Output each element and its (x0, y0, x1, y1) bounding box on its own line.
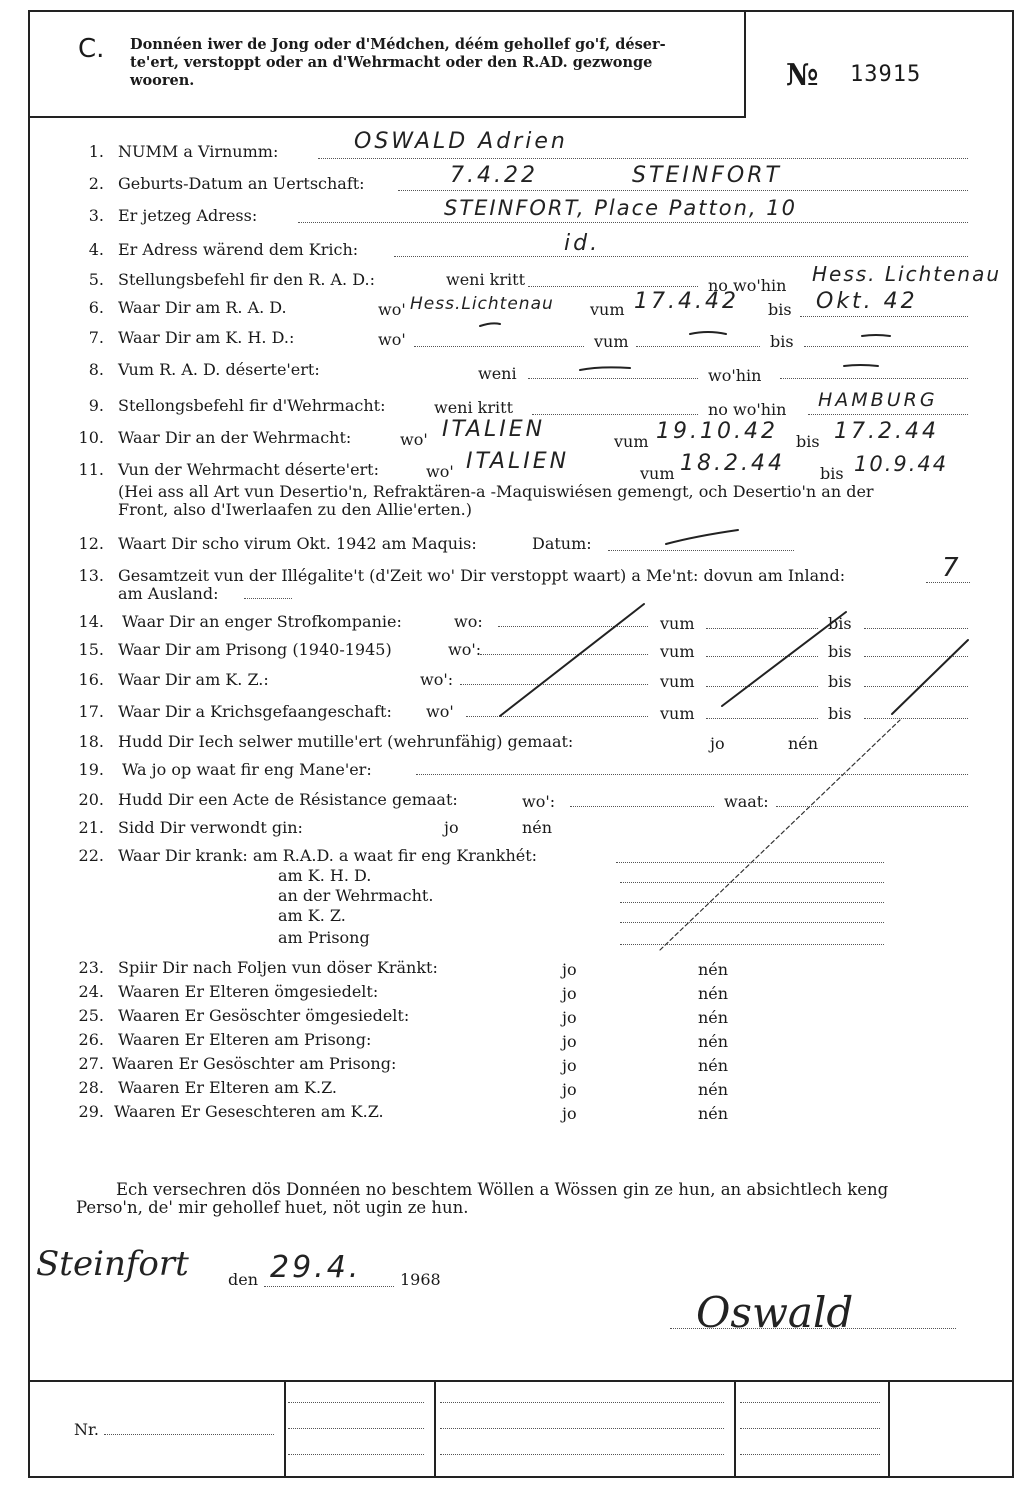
item-number: 13. (78, 566, 104, 585)
name-label: NUMM a Virnumm: (118, 142, 279, 161)
item-number: 4. (88, 240, 104, 259)
pow-wo-field[interactable] (466, 716, 648, 717)
date-field[interactable] (264, 1286, 394, 1287)
intro-line: wooren. (130, 72, 195, 89)
footer-cell-line (440, 1402, 724, 1403)
illness-consequences-jo[interactable]: jo (562, 960, 577, 979)
siblings-prison-label: Waaren Er Gesöschter am Prisong: (112, 1054, 397, 1073)
form-number: 13915 (850, 62, 922, 87)
wehrmacht-desertion-vum-value: 18.2.44 (680, 451, 785, 476)
rad-desertion-where-label: wo'hin (708, 366, 762, 385)
rad-service-label: Waar Dir am R. A. D. (118, 298, 287, 317)
illegality-abroad-label: am Ausland: (118, 584, 219, 603)
intro-line: Donnéen iwer de Jong oder d'Médchen, déém gehollef go'f, déser- (130, 36, 666, 53)
illegality-abroad-field[interactable] (244, 598, 292, 599)
mutilation-manner-label: Wa jo op waat fir eng Mane'er: (122, 760, 372, 779)
wehrmacht-order-label: Stellongsbefehl fir d'Wehrmacht: (118, 396, 386, 415)
siblings-resettled-nen[interactable]: nén (698, 1008, 729, 1027)
rad-service-vum-label: vum (590, 300, 625, 319)
birth-field[interactable] (398, 190, 968, 191)
rad-service-bis-field[interactable] (800, 316, 968, 317)
item-number: 11. (78, 460, 104, 479)
illness-sub-field[interactable] (620, 882, 884, 883)
item-number: 18. (78, 732, 104, 751)
declaration-text: Ech versechren dös Donnéen no beschtem Wöllen a Wössen gin ze hun, an absichtlech keng (116, 1180, 889, 1199)
rad-service-bis-value: Okt. 42 (816, 289, 918, 314)
penal-company-bis-field[interactable] (864, 628, 968, 629)
illness-sub-label: am Prisong (278, 928, 370, 947)
nr-label: Nr. (74, 1420, 99, 1439)
wehrmacht-service-vum-label: vum (614, 432, 649, 451)
birth-label: Geburts-Datum an Uertschaft: (118, 174, 365, 193)
illness-consequences-label: Spiir Dir nach Foljen vun döser Kränkt: (118, 958, 438, 977)
wehrmacht-service-wo-value: ITALIEN (442, 417, 546, 442)
address-label: Er jetzeg Adress: (118, 206, 258, 225)
place-handwritten: Steinfort (36, 1244, 189, 1284)
declaration-text: Perso'n, de' mir gehollef huet, nöt ugin ze hun. (76, 1198, 469, 1217)
parents-resettled-nen[interactable]: nén (698, 984, 729, 1003)
maquis-date-field[interactable] (608, 550, 794, 551)
intro-line: te'ert, verstoppt oder an d'Wehrmacht oder den R.AD. gezwonge (130, 54, 653, 71)
parents-resettled-label: Waaren Er Elteren ömgesiedelt: (118, 982, 379, 1001)
kz-wo-field[interactable] (460, 684, 648, 685)
illness-sub-label: am K. Z. (278, 906, 346, 925)
rad-service-bis-label: bis (768, 300, 792, 319)
siblings-resettled-label: Waaren Er Gesöschter ömgesiedelt: (118, 1006, 410, 1025)
item-number: 8. (88, 360, 104, 379)
khd-vum-label: vum (594, 332, 629, 351)
item-number: 26. (78, 1030, 104, 1049)
prison-bis-label: bis (828, 642, 852, 661)
pow-label: Waar Dir a Krichsgefaangeschaft: (118, 702, 392, 721)
penal-company-vum-field[interactable] (706, 628, 818, 629)
resistance-waat-label: waat: (724, 792, 769, 811)
khd-bis-field[interactable] (804, 346, 968, 347)
item-number: 16. (78, 670, 104, 689)
pow-wo-label: wo' (426, 702, 454, 721)
signature: Oswald (696, 1288, 854, 1337)
khd-vum-field[interactable] (636, 346, 760, 347)
illegality-label: Gesamtzeit vun der Illégalite't (d'Zeit wo' Dir verstoppt waart) a Me'nt: dovun am Inland: (118, 566, 846, 585)
penal-company-wo-label: wo: (454, 612, 483, 631)
rad-desertion-label: Vum R. A. D. déserte'ert: (118, 360, 320, 379)
wehrmacht-order-where-field[interactable] (808, 414, 968, 415)
item-number: 27. (78, 1054, 104, 1073)
illness-field[interactable] (616, 862, 884, 863)
prison-wo-label: wo': (448, 640, 482, 659)
item-number: 28. (78, 1078, 104, 1097)
wehrmacht-order-when-label: weni kritt (434, 398, 513, 417)
penal-company-vum-label: vum (660, 614, 695, 633)
wehrmacht-desertion-bis-value: 10.9.44 (854, 452, 949, 476)
illness-label: Waar Dir krank: am R.A.D. a waat fir eng Krankhét: (118, 846, 538, 865)
address-field[interactable] (298, 222, 968, 223)
khd-label: Waar Dir am K. H. D.: (118, 328, 295, 347)
wehrmacht-service-label: Waar Dir an der Wehrmacht: (118, 428, 352, 447)
footer-cell-line (740, 1454, 880, 1455)
wehrmacht-order-where-value: HAMBURG (818, 389, 938, 411)
nr-field[interactable] (104, 1434, 274, 1435)
prison-label: Waar Dir am Prisong (1940-1945) (118, 640, 392, 659)
date-handwritten: 29.4. (270, 1250, 362, 1285)
kz-bis-field[interactable] (864, 686, 968, 687)
parents-kz-nen[interactable]: nén (698, 1080, 729, 1099)
footer-cell-line (740, 1402, 880, 1403)
address-value: STEINFORT, Place Patton, 10 (444, 196, 797, 220)
rad-order-label: Stellungsbefehl fir den R. A. D.: (118, 270, 375, 289)
item-number: 21. (78, 818, 104, 837)
birth-date-value: 7.4.22 (450, 163, 538, 188)
footer-cell-line (288, 1428, 424, 1429)
siblings-kz-label: Waaren Er Geseschteren am K.Z. (114, 1102, 384, 1121)
illegality-inland-value: 7 (942, 553, 962, 583)
rad-service-wo-value: Hess.Lichtenau (410, 294, 554, 314)
parents-kz-label: Waaren Er Elteren am K.Z. (118, 1078, 338, 1097)
wehrmacht-service-vum-value: 19.10.42 (656, 419, 778, 444)
item-number: 9. (88, 396, 104, 415)
maquis-label: Waart Dir scho virum Okt. 1942 am Maquis: (118, 534, 477, 553)
footer-cell-line (440, 1454, 724, 1455)
maquis-date-label: Datum: (532, 534, 592, 553)
wounded-label: Sidd Dir verwondt gin: (118, 818, 303, 837)
item-number: 20. (78, 790, 104, 809)
wehrmacht-service-wo-label: wo' (400, 430, 428, 449)
item-number: 19. (78, 760, 104, 779)
pow-bis-label: bis (828, 704, 852, 723)
wehrmacht-desertion-wo-value: ITALIEN (466, 449, 570, 474)
war-address-label: Er Adress wärend dem Krich: (118, 240, 359, 259)
penal-company-bis-label: bis (828, 614, 852, 633)
resistance-wo-label: wo': (522, 792, 556, 811)
kz-vum-field[interactable] (706, 686, 818, 687)
rad-service-vum-value: 17.4.42 (634, 289, 739, 314)
footer-column-line (284, 1382, 286, 1478)
prison-wo-field[interactable] (480, 654, 648, 655)
resistance-label: Hudd Dir een Acte de Résistance gemaat: (118, 790, 458, 809)
illness-sub-field[interactable] (620, 944, 884, 945)
wehrmacht-order-when-field[interactable] (532, 414, 698, 415)
khd-wo-field[interactable] (414, 346, 584, 347)
item-number: 15. (78, 640, 104, 659)
footer-column-line (434, 1382, 436, 1478)
item-number: 5. (88, 270, 104, 289)
desertion-note: Front, also d'Iwerlaafen zu den Allie'erten.) (118, 500, 472, 519)
item-number: 12. (78, 534, 104, 553)
rad-order-when-label: weni kritt (446, 270, 525, 289)
section-letter: C. (78, 34, 105, 64)
war-address-field[interactable] (394, 256, 968, 257)
illness-sub-field[interactable] (620, 902, 884, 903)
year-label: 1968 (400, 1270, 441, 1289)
prison-vum-label: vum (660, 642, 695, 661)
parents-resettled-jo[interactable]: jo (562, 984, 577, 1003)
footer-cell-line (288, 1402, 424, 1403)
self-mutilation-label: Hudd Dir Iech selwer mutille'ert (wehrunfähig) gemaat: (118, 732, 574, 751)
mutilation-manner-field[interactable] (416, 774, 968, 775)
resistance-wo-field[interactable] (570, 806, 714, 807)
birth-place-value: STEINFORT (632, 163, 782, 188)
item-number: 23. (78, 958, 104, 977)
item-number: 10. (78, 428, 104, 447)
item-number: 24. (78, 982, 104, 1001)
rad-desertion-when-field[interactable] (528, 378, 698, 379)
header-rule (30, 116, 744, 118)
item-number: 6. (88, 298, 104, 317)
wehrmacht-desertion-bis-label: bis (820, 464, 844, 483)
siblings-resettled-jo[interactable]: jo (562, 1008, 577, 1027)
illness-consequences-nen[interactable]: nén (698, 960, 729, 979)
item-number: 3. (88, 206, 104, 225)
name-field[interactable] (318, 158, 968, 159)
wounded-jo[interactable]: jo (444, 818, 459, 837)
number-sign: № (786, 58, 819, 93)
item-number: 14. (78, 612, 104, 631)
khd-bis-label: bis (770, 332, 794, 351)
self-mutilation-jo[interactable]: jo (710, 734, 725, 753)
wehrmacht-order-where-label: no wo'hin (708, 400, 787, 419)
rad-service-wo-label: wo' (378, 300, 406, 319)
kz-label: Waar Dir am K. Z.: (118, 670, 269, 689)
kz-vum-label: vum (660, 672, 695, 691)
siblings-prison-jo[interactable]: jo (562, 1056, 577, 1075)
footer-cell-line (440, 1428, 724, 1429)
parents-prison-nen[interactable]: nén (698, 1032, 729, 1051)
item-number: 7. (88, 328, 104, 347)
parents-prison-label: Waaren Er Elteren am Prisong: (118, 1030, 372, 1049)
penal-company-label: Waar Dir an enger Strofkompanie: (122, 612, 402, 631)
siblings-kz-nen[interactable]: nén (698, 1104, 729, 1123)
footer-column-line (888, 1382, 890, 1478)
parents-kz-jo[interactable]: jo (562, 1080, 577, 1099)
illness-sub-field[interactable] (620, 922, 884, 923)
footer-cell-line (288, 1454, 424, 1455)
penal-company-wo-field[interactable] (498, 626, 648, 627)
desertion-note: (Hei ass all Art vun Desertio'n, Refraktären-a -Maquiswiésen gemengt, och Desertio'n an der (118, 482, 874, 501)
illness-sub-label: an der Wehrmacht. (278, 886, 434, 905)
wehrmacht-service-bis-label: bis (796, 432, 820, 451)
self-mutilation-nen[interactable]: nén (788, 734, 819, 753)
siblings-kz-jo[interactable]: jo (562, 1104, 577, 1123)
footer-column-line (734, 1382, 736, 1478)
item-number: 17. (78, 702, 104, 721)
war-address-value: id. (564, 231, 601, 256)
khd-wo-label: wo' (378, 330, 406, 349)
wehrmacht-desertion-vum-label: vum (640, 464, 675, 483)
item-number: 22. (78, 846, 104, 865)
rad-desertion-when-label: weni (478, 364, 517, 383)
rad-order-when-field[interactable] (528, 286, 698, 287)
prison-bis-field[interactable] (864, 656, 968, 657)
siblings-prison-nen[interactable]: nén (698, 1056, 729, 1075)
kz-bis-label: bis (828, 672, 852, 691)
den-label: den (228, 1270, 259, 1289)
wehrmacht-desertion-wo-label: wo' (426, 462, 454, 481)
prison-vum-field[interactable] (706, 656, 818, 657)
kz-wo-label: wo': (420, 670, 454, 689)
resistance-waat-field[interactable] (776, 806, 968, 807)
header-separator (744, 10, 746, 118)
item-number: 2. (88, 174, 104, 193)
item-number: 25. (78, 1006, 104, 1025)
wehrmacht-desertion-label: Vun der Wehrmacht déserte'ert: (118, 460, 379, 479)
footer-rule (30, 1380, 1014, 1382)
wehrmacht-service-bis-value: 17.2.44 (834, 419, 939, 444)
wounded-nen[interactable]: nén (522, 818, 553, 837)
section-intro (130, 36, 730, 90)
rad-desertion-where-field[interactable] (780, 378, 968, 379)
rad-order-where-value: Hess. Lichtenau (812, 262, 1002, 286)
pow-vum-field[interactable] (706, 718, 818, 719)
illness-sub-label: am K. H. D. (278, 866, 372, 885)
item-number: 29. (78, 1102, 104, 1121)
item-number: 1. (88, 142, 104, 161)
rad-order-where-label: no wo'hin (708, 276, 787, 295)
pow-bis-field[interactable] (864, 718, 968, 719)
pow-vum-label: vum (660, 704, 695, 723)
footer-cell-line (740, 1428, 880, 1429)
parents-prison-jo[interactable]: jo (562, 1032, 577, 1051)
name-value: OSWALD Adrien (354, 129, 568, 154)
